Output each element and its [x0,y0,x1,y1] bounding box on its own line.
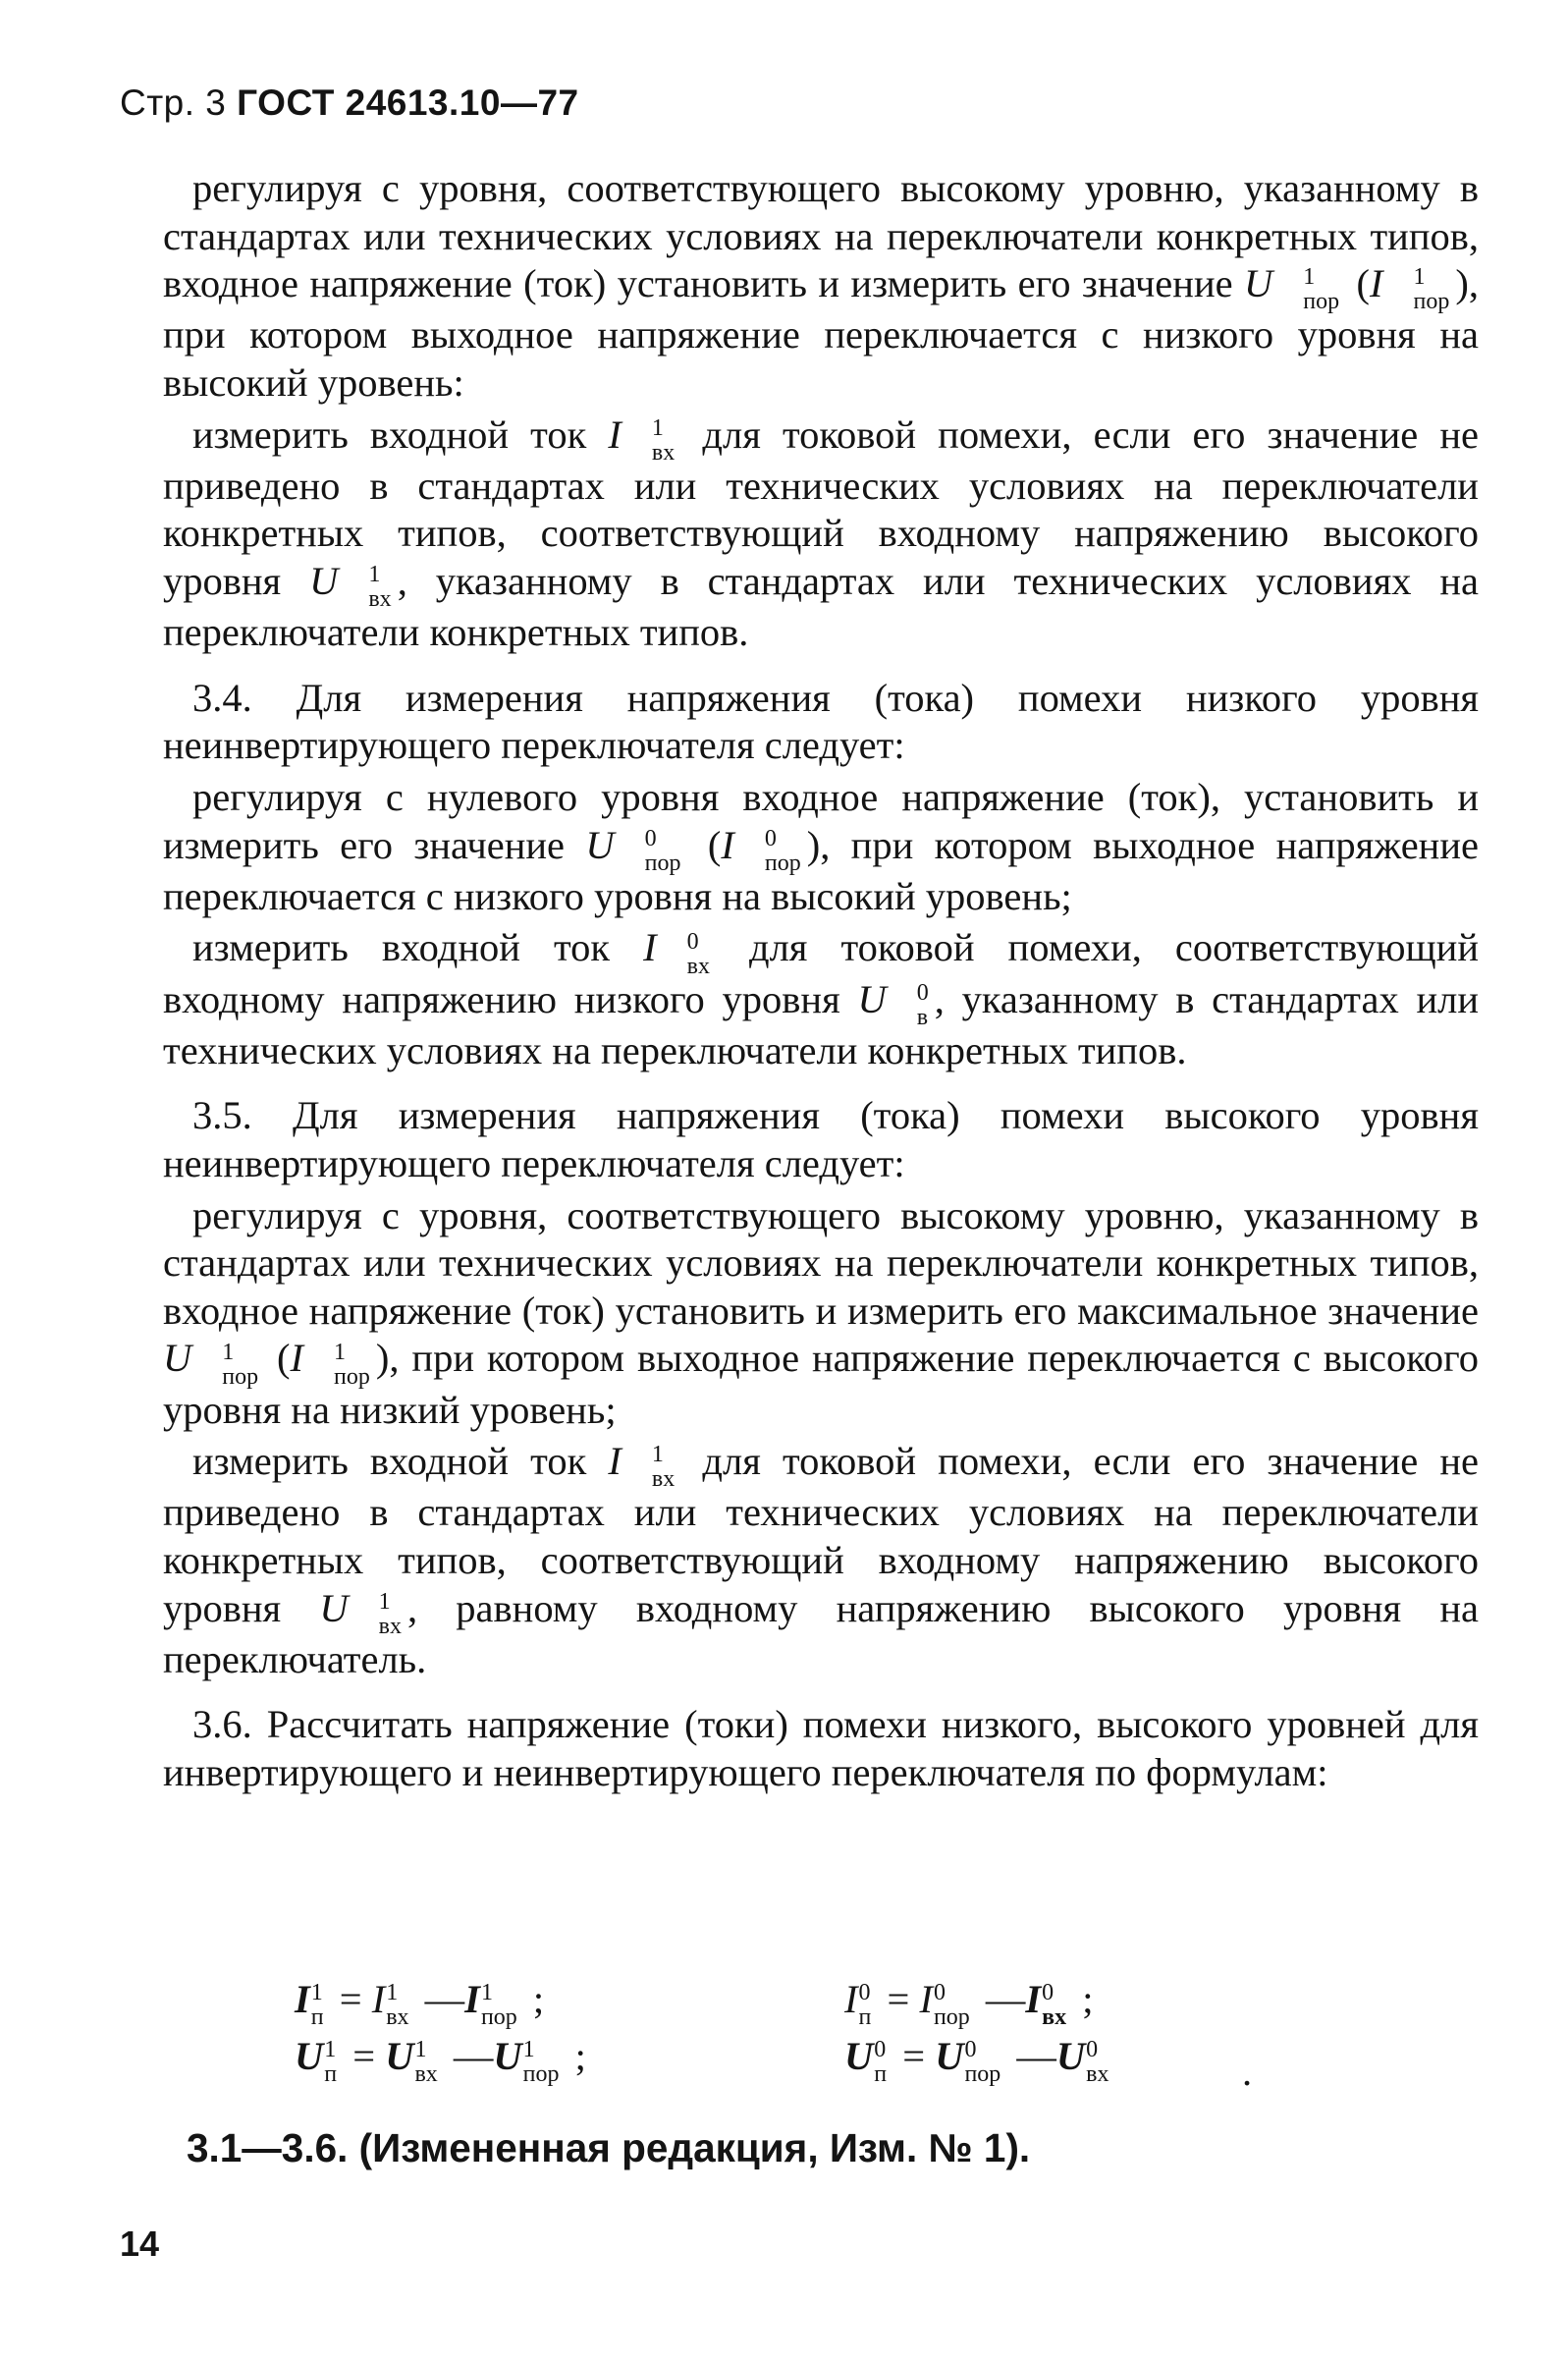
section-heading: 3.6. Рассчитать напряжение (токи) помехи низкого, высокого уровней для инвертирующего и неинвертирующего переключателя по формулам: [163,1702,1479,1794]
page-label: Стр. 3 [120,82,227,123]
paragraph: регулируя с нулевого уровня входное напряжение (ток), установить и измерить его значение U 0 пор (I 0 пор ), при котором выходное напряжение переключается с низкого уровня на высокий уровень; [163,774,1480,918]
paragraph: измерить входной ток I 1 вх для токовой помехи, если его значение не приведено в стандартах или технических условиях на переключатели конкретных типов, соответствующий входному напряжению высокого уровня U 1 вх , указанному в стандартах или технических условиях на переключатели конкретных типов. [163,412,1480,655]
paragraph: измерить входной ток I 1 вх для токовой помехи, если его значение не приведено в стандартах или технических условиях на переключатели конкретных типов, соответствующий входному напряжению высокого уровня U 1 вх , равному входному напряжению высокого уровня на переключатель. [163,1439,1480,1681]
section-heading: 3.4. Для измерения напряжения (тока) помехи низкого уровня неинвертирующего переключателя следует: [163,675,1479,768]
paragraph: регулируя с уровня, соответствующего высокому уровню, указанному в стандартах или технических условиях на переключатели конкретных типов, входное напряжение (ток) установить и измерить его максимальное значение U 1 пор (I 1 пор ), при котором выходное напряжение переключается с высокого уровня на низкий уровень; [163,1192,1479,1432]
formula-row [295,1976,1276,2033]
page-number: 14 [120,2223,160,2264]
page-header [120,82,579,124]
paragraph: измерить входной ток I 0 вх для токовой помехи, соответствующий входному напряжению низкого уровня U 0 в , указанному в стандартах или технических условиях на переключатели конкретных типов. [163,925,1479,1072]
section-heading: 3.5. Для измерения напряжения (тока) помехи высокого уровня неинвертирующего переключателя следует: [163,1093,1479,1185]
formula-voltage-low: U 0 п = U 0 пор —U 0 вх [844,2034,1109,2088]
amendment-note: 3.1—3.6. (Измененная редакция, Изм. № 1). [187,2125,1031,2170]
standard-number: ГОСТ 24613.10—77 [237,82,579,123]
formula-voltage-high: U 1 п = U 1 вх —U 1 пор ; [295,2034,586,2088]
formula-current-low: I 0 п = I 0 пор —I 0 вх ; [844,1977,1094,2031]
formulas-block [295,1976,1276,2090]
formula-end-period: . [1242,2050,1253,2094]
paragraph: регулируя с уровня, соответствующего высокому уровню, указанному в стандартах или технических условиях на переключатели конкретных типов, входное напряжение (ток) установить и измерить его значение U 1 пор (I 1 пор ), при котором выходное напряжение переключается с низкого уровня на высокий уровень: [163,166,1479,405]
formula-row [295,2033,1276,2090]
formula-current-high: I 1 п = I 1 вх —I 1 пор ; [295,1977,545,2031]
document-body [163,165,1479,1796]
